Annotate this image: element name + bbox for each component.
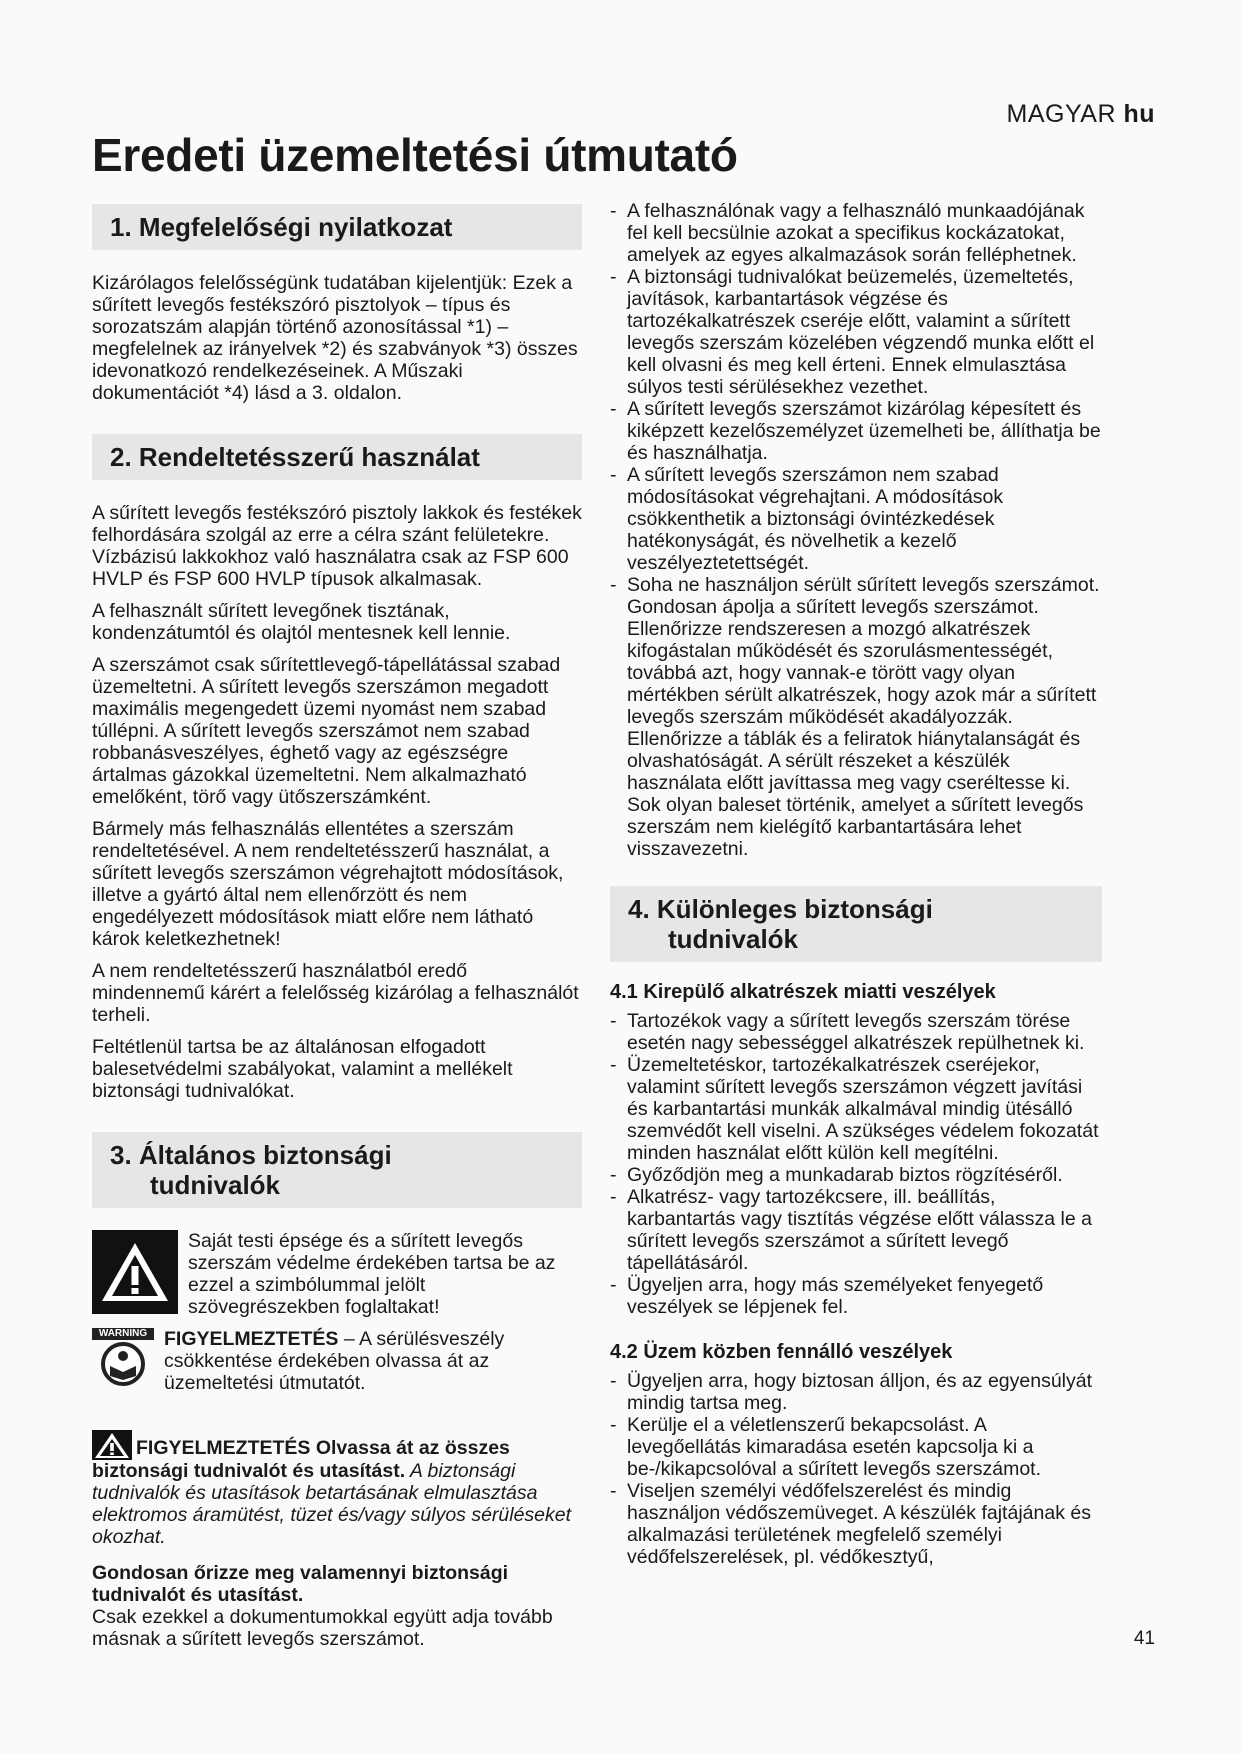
- flying-parts-list: [610, 1010, 1102, 1318]
- list-item: - Üzemeltetéskor, tartozékalkatrészek cseréjekor, valamint sűrített levegős szerszámon végzett javítási és karbantartási munkák alkalmával mindig ütésálló szemvédőt kell viselni. A szükséges védelem fokozatát minden használat előtt külön kell megítélni.: [610, 1054, 1102, 1164]
- list-item: - Viseljen személyi védőfelszerelést és mindig használjon védőszemüveget. A készülék fajtájának és alkalmazási területének megfelelő személyi védőfelszerelések, pl. védőkesztyű,: [610, 1480, 1102, 1568]
- section-1-text: Kizárólagos felelősségünk tudatában kijelentjük: Ezek a sűrített levegős festékszóró pisztolyok – típus és sorozatszám alapján történő azonosítással *1) – megfelelnek az irányelvek *2) és szabványok *3) összes idevonatkozó rendelkezéseinek. A Műszaki dokumentációt *4) lásd a 3. oldalon.: [92, 272, 578, 404]
- warning-keyword: FIGYELMEZTETÉS: [164, 1328, 339, 1350]
- keep-instructions: Gondosan őrizze meg valamennyi biztonsági tudnivalót és utasítást. Csak ezekkel a dokumentumokkal együtt adja tovább másnak a sűrített levegős szerszámot.: [92, 1562, 553, 1650]
- section-2-para: A nem rendeltetésszerű használatból eredő mindennemű kárért a felelősség kizárólag a felhasználót terheli.: [92, 960, 579, 1026]
- subsection-heading-4-2: 4.2 Üzem közben fennálló veszélyek: [610, 1341, 953, 1363]
- list-item: - Alkatrész- vagy tartozékcsere, ill. beállítás, karbantartás vagy tisztítás végzése előtt válassza le a sűrített levegős szerszámot a sűrített levegő tápellátásáról.: [610, 1186, 1102, 1274]
- list-item: - A sűrített levegős szerszámot kizárólag képesített és kiképzett kezelőszemélyzet üzemelheti be, állíthatja be és használhatja.: [610, 398, 1102, 464]
- list-item: - A sűrített levegős szerszámon nem szabad módosításokat végrehajtani. A módosítások csökkenthetik a biztonsági óvintézkedések hatékonyságát, és növelhetik a kezelő veszélyeztetettségét.: [610, 464, 1102, 574]
- list-item: - A biztonsági tudnivalókat beüzemelés, üzemeltetés, javítások, karbantartások végzése és tartozékalkatrészek cseréje előtt, valamint a sűrített levegős szerszám közelében végzendő munka előtt el kell olvasni és meg kell érteni. Ennek elmulasztása súlyos testi sérülésekhez vezethet.: [610, 266, 1102, 398]
- section-heading-3: 3. Általános biztonsági tudnivalók: [92, 1132, 582, 1208]
- section-heading-1: 1. Megfelelőségi nyilatkozat: [92, 204, 582, 250]
- operation-hazards-list: [610, 1370, 1102, 1568]
- section-2-para: A felhasznált sűrített levegőnek tisztának, kondenzátumtól és olajtól mentesnek kell lennie.: [92, 600, 511, 644]
- list-item: - Kerülje el a véletlenszerű bekapcsolást. A levegőellátás kimaradása esetén kapcsolja ki a be-/kikapcsolóval a sűrített levegős szerszámot.: [610, 1414, 1102, 1480]
- section-heading-4: 4. Különleges biztonsági tudnivalók: [610, 886, 1102, 962]
- small-warning-triangle-icon: [92, 1430, 132, 1460]
- safety-symbol-text: Saját testi épsége és a sűrített levegős szerszám védelme érdekében tartsa be az ezzel a szimbólummal jelölt szövegrészekben foglaltakat!: [188, 1230, 556, 1318]
- warning-triangle-icon: [92, 1230, 178, 1314]
- page-number: 41: [1133, 1628, 1155, 1649]
- section-2-para: Bármely más felhasználás ellentétes a szerszám rendeltetésével. A nem rendeltetésszerű használat, a sűrített levegős szerszámon végrehajtott módosítások, illetve a gyártó által nem ellenőrzött és nem engedélyezett módosítások miatt előre nem látható károk keletkezhetnek!: [92, 818, 564, 950]
- page-title: Eredeti üzemeltetési útmutató: [92, 129, 738, 181]
- list-item: - Ügyeljen arra, hogy más személyeket fenyegető veszélyek se lépjenek fel.: [610, 1274, 1102, 1318]
- read-manual-icon: [92, 1342, 154, 1386]
- language-label: MAGYAR hu: [1006, 100, 1155, 128]
- warning-label-badge: WARNING: [92, 1328, 154, 1340]
- right-column: [610, 200, 1102, 1568]
- subsection-heading-4-1: 4.1 Kirepülő alkatrészek miatti veszélyek: [610, 981, 996, 1003]
- read-manual-warning: [92, 1328, 582, 1404]
- warning-text: – A sérülésveszély csökkentése érdekében olvassa át az üzemeltetési útmutatót.: [164, 1328, 505, 1394]
- list-item: - Soha ne használjon sérült sűrített levegős szerszámot. Gondosan ápolja a sűrített levegős szerszámot. Ellenőrizze rendszeresen a mozgó alkatrészek kifogástalan működését és szorulásmentességét, továbbá azt, hogy vannak-e törött vagy olyan mértékben sérült alkatrészek, hogy azok már a sűrített levegős szerszám működését akadályozzák. Ellenőrizze a táblák és a feliratok hiánytalanságát és olvashatóságát. A sérült részeket a készülék használata előtt javíttassa meg vagy cseréltesse ki. Sok olyan baleset történik, amelyet a sűrített levegős szerszám nem kielégítő karbantartására lehet visszavezetni.: [610, 574, 1102, 860]
- list-item: - Győződjön meg a munkadarab biztos rögzítéséről.: [610, 1164, 1102, 1186]
- left-column: [92, 204, 582, 1660]
- list-item: - Ügyeljen arra, hogy biztosan álljon, és az egyensúlyát mindig tartsa meg.: [610, 1370, 1102, 1414]
- list-item: - Tartozékok vagy a sűrített levegős szerszám törése esetén nagy sebességgel alkatrészek repülhetnek ki.: [610, 1010, 1102, 1054]
- section-heading-2: 2. Rendeltetésszerű használat: [92, 434, 582, 480]
- section-2-para: A szerszámot csak sűrítettlevegő-tápellátással szabad üzemeltetni. A sűrített levegős szerszámon megadott maximális megengedett üzemi nyomást nem szabad túllépni. A sűrített levegős szerszámot nem szabad robbanásveszélyes, éghető vagy az egészségre ártalmas gázokkal üzemeltetni. Nem alkalmazható emelőként, törő vagy ütőszerszámként.: [92, 654, 561, 808]
- general-safety-list: [610, 200, 1102, 860]
- safety-symbol-note: [92, 1230, 582, 1318]
- section-2-para: A sűrített levegős festékszóró pisztoly lakkok és festékek felhordására szolgál az erre a célra szánt felületekre. Vízbázisú lakkokhoz való használatra csak az FSP 600 HVLP és FSP 600 HVLP típusok alkalmasak.: [92, 502, 582, 590]
- read-all-warning: FIGYELMEZTETÉS Olvassa át az összes biztonsági tudnivalót és utasítást. A biztonsági tudnivalók és utasítások betartásának elmulasztása elektromos áramütést, tüzet és/vagy súlyos sérüléseket okozhat.: [92, 1430, 582, 1548]
- list-item: - A felhasználónak vagy a felhasználó munkaadójának fel kell becsülnie azokat a specifikus kockázatokat, amelyek az egyes alkalmazások során felléphetnek.: [610, 200, 1102, 266]
- section-2-para: Feltétlenül tartsa be az általánosan elfogadott balesetvédelmi szabályokat, valamint a mellékelt biztonsági tudnivalókat.: [92, 1036, 513, 1102]
